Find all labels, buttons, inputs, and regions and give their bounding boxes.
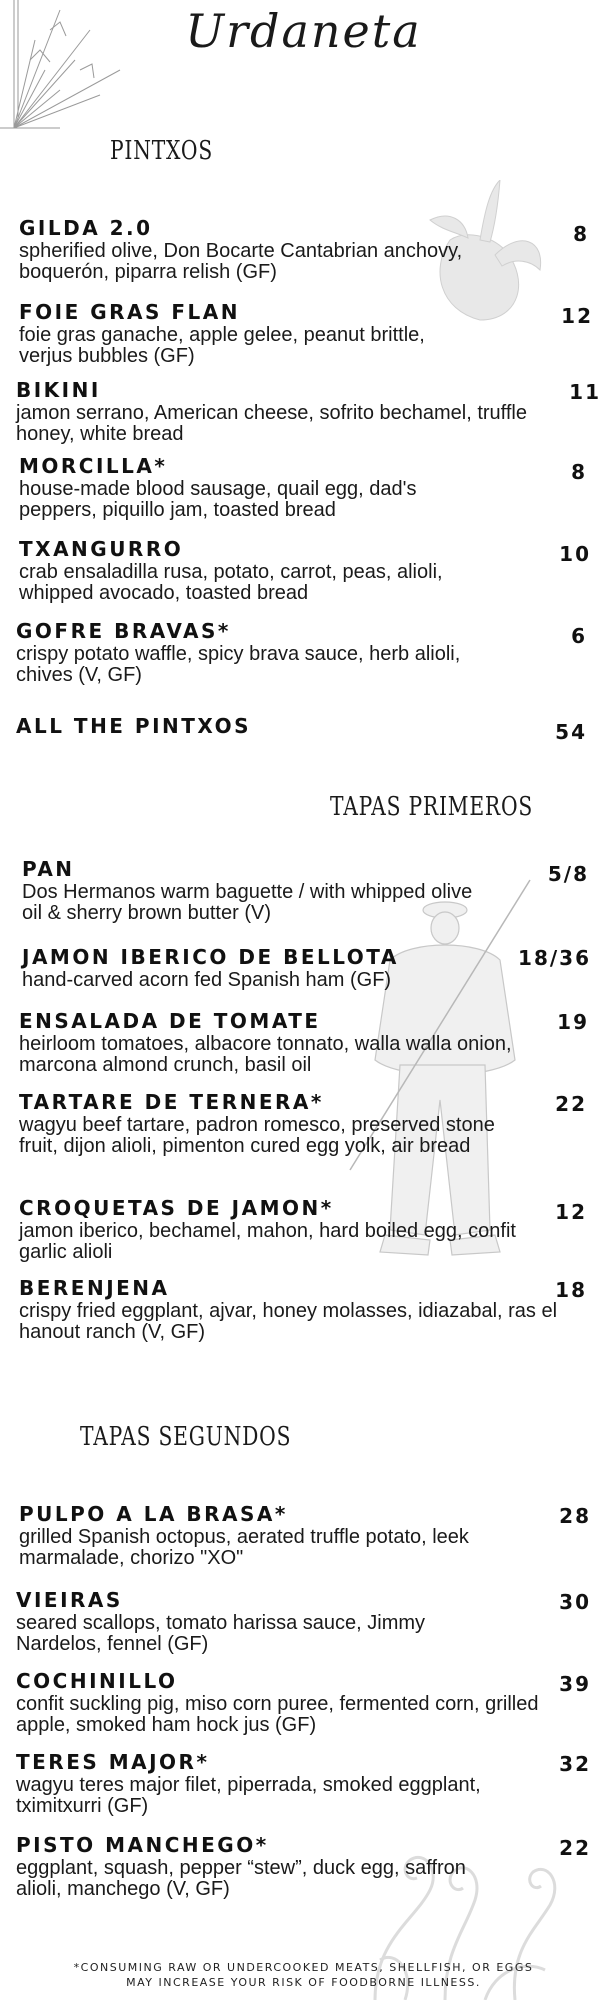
item-name: BERENJENA: [19, 1276, 170, 1300]
item-price: 8: [573, 222, 589, 246]
item-description: seared scallops, tomato harissa sauce, Jimmy Nardelos, fennel (GF): [16, 1612, 426, 1655]
footnote-line-2: MAY INCREASE YOUR RISK OF FOODBORNE ILLNESS.: [126, 1976, 481, 1989]
menu-item: [19, 1502, 579, 1569]
item-price: 39: [559, 1672, 591, 1696]
item-description: crab ensaladilla rusa, potato, carrot, peas, alioli, whipped avocado, toasted bread: [19, 561, 443, 604]
item-name: PAN: [22, 857, 75, 881]
item-price: 8: [571, 460, 587, 484]
item-description: wagyu teres major filet, piperrada, smoked eggplant, tximitxurri (GF): [16, 1774, 481, 1817]
item-name: CROQUETAS DE JAMON*: [19, 1196, 334, 1220]
item-price: 32: [559, 1752, 591, 1776]
item-price: 22: [555, 1092, 587, 1116]
item-price: 19: [557, 1010, 589, 1034]
item-price: 28: [559, 1504, 591, 1528]
item-price: 30: [559, 1590, 591, 1614]
item-name: GOFRE BRAVAS*: [16, 619, 231, 643]
item-name: PULPO A LA BRASA*: [19, 1502, 288, 1526]
item-description: hand-carved acorn fed Spanish ham (GF): [22, 969, 392, 991]
all-pintxos-price: 54: [555, 720, 587, 744]
item-price: 22: [559, 1836, 591, 1860]
item-name: PISTO MANCHEGO*: [16, 1833, 269, 1857]
menu-item: [19, 216, 579, 283]
menu-item: [16, 378, 576, 445]
item-description: spherified olive, Don Bocarte Cantabrian anchovy, boquerón, piparra relish (GF): [19, 240, 463, 283]
item-name: TXANGURRO: [19, 537, 184, 561]
menu-item: [19, 1090, 579, 1157]
item-price: 10: [559, 542, 591, 566]
item-description: confit suckling pig, miso corn puree, fermented corn, grilled apple, smoked ham hock jus (GF): [16, 1693, 539, 1736]
item-description: Dos Hermanos warm baguette / with whipped olive oil & sherry brown butter (V): [22, 881, 473, 924]
item-description: jamon iberico, bechamel, mahon, hard boiled egg, confit garlic alioli: [19, 1220, 516, 1263]
menu-item: [22, 945, 582, 991]
item-price: 6: [571, 624, 587, 648]
item-price: 12: [555, 1200, 587, 1224]
item-name: TARTARE DE TERNERA*: [19, 1090, 324, 1114]
item-description: crispy potato waffle, spicy brava sauce, herb alioli, chives (V, GF): [16, 643, 461, 686]
item-description: grilled Spanish octopus, aerated truffle potato, leek marmalade, chorizo "XO": [19, 1526, 469, 1569]
item-name: GILDA 2.0: [19, 216, 153, 240]
menu-item: [19, 300, 579, 367]
section-heading-segundos: TAPAS SEGUNDOS: [80, 1422, 292, 1452]
item-name: JAMON IBERICO DE BELLOTA: [22, 945, 399, 969]
item-description: eggplant, squash, pepper “stew”, duck egg, saffron alioli, manchego (V, GF): [16, 1857, 466, 1900]
item-description: jamon serrano, American cheese, sofrito bechamel, truffle honey, white bread: [16, 402, 527, 445]
menu-item: [16, 1833, 576, 1900]
item-name: MORCILLA*: [19, 454, 168, 478]
menu-item: [16, 619, 576, 686]
item-price: 18/36: [518, 946, 591, 970]
item-name: COCHINILLO: [16, 1669, 178, 1693]
item-name: ENSALADA DE TOMATE: [19, 1009, 321, 1033]
menu-item: [16, 1750, 576, 1817]
item-name: FOIE GRAS FLAN: [19, 300, 241, 324]
item-price: 5/8: [547, 862, 589, 886]
all-pintxos-label: ALL THE PINTXOS: [16, 714, 252, 738]
section-heading-primeros: TAPAS PRIMEROS: [330, 792, 534, 822]
allergen-footnote: [0, 1960, 607, 1990]
item-description: foie gras ganache, apple gelee, peanut brittle, verjus bubbles (GF): [19, 324, 425, 367]
menu-item: [19, 1196, 579, 1263]
item-description: wagyu beef tartare, padron romesco, preserved stone fruit, dijon alioli, pimenton cured egg yolk, air bread: [19, 1114, 495, 1157]
menu-item: [19, 1009, 579, 1076]
item-description: house-made blood sausage, quail egg, dad's peppers, piquillo jam, toasted bread: [19, 478, 417, 521]
item-name: VIEIRAS: [16, 1588, 123, 1612]
restaurant-name: Urdaneta: [185, 4, 422, 58]
item-description: heirloom tomatoes, albacore tonnato, walla walla onion, marcona almond crunch, basil oil: [19, 1033, 512, 1076]
menu-item: [16, 1669, 576, 1736]
item-name: TERES MAJOR*: [16, 1750, 210, 1774]
item-description: crispy fried eggplant, ajvar, honey molasses, idiazabal, ras el hanout ranch (V, GF): [19, 1300, 558, 1343]
item-name: BIKINI: [16, 378, 101, 402]
item-price: 18: [555, 1278, 587, 1302]
menu-item: [19, 537, 579, 604]
footnote-line-1: *CONSUMING RAW OR UNDERCOOKED MEATS, SHELLFISH, OR EGGS: [73, 1961, 534, 1974]
section-heading-pintxos: PINTXOS: [110, 136, 213, 166]
item-price: 11: [569, 380, 601, 404]
item-price: 12: [561, 304, 593, 328]
menu-item: [16, 1588, 576, 1655]
all-pintxos-row: [16, 714, 576, 738]
menu-item: [19, 1276, 579, 1343]
menu-item: [19, 454, 579, 521]
menu-item: [22, 857, 582, 924]
